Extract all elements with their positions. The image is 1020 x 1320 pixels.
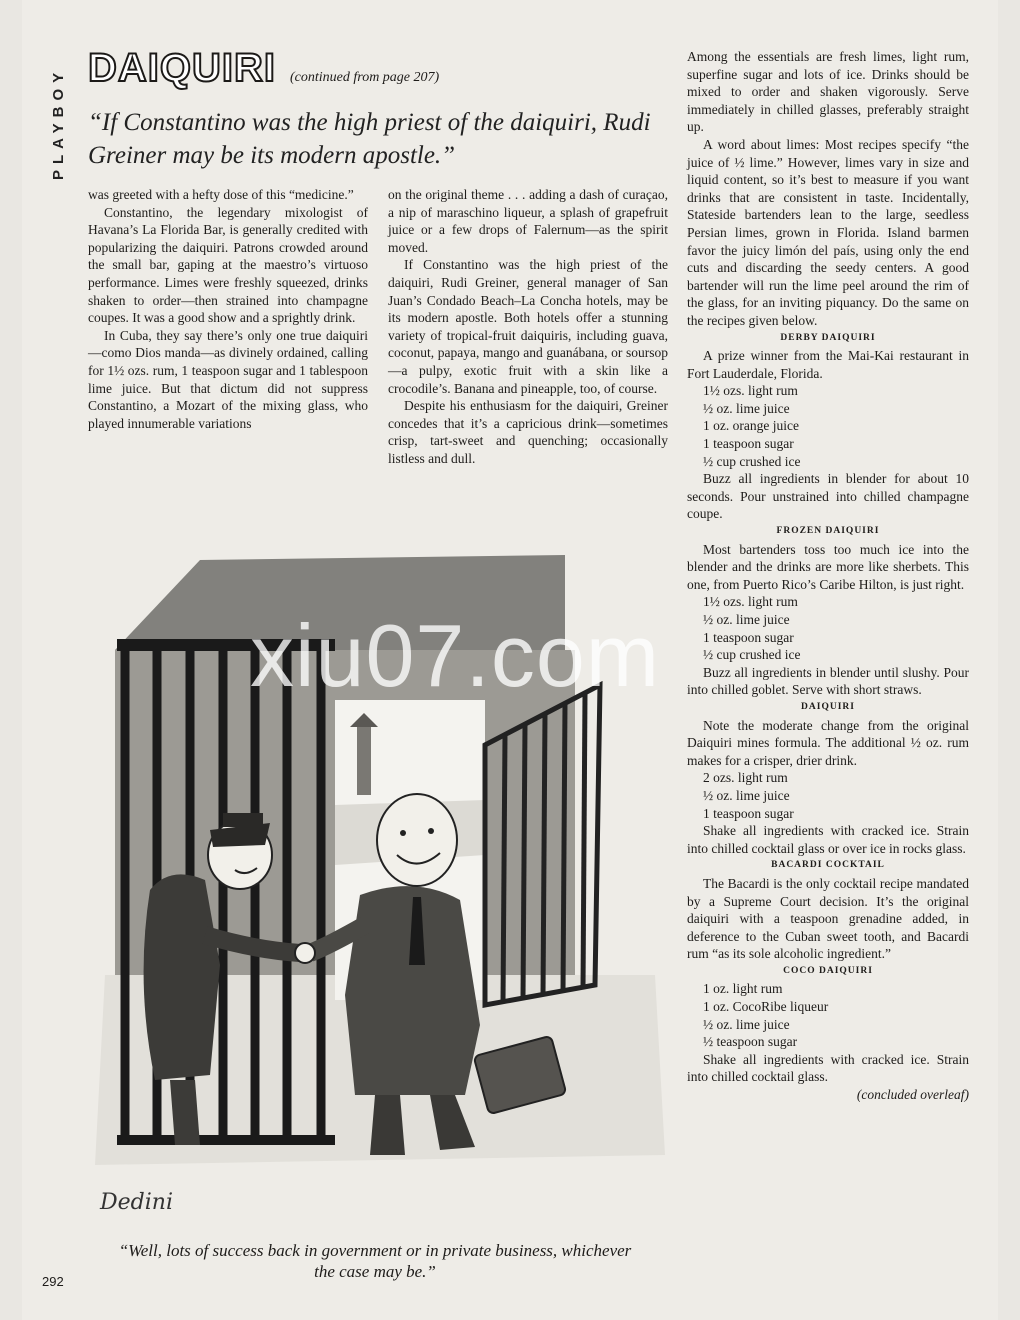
recipe-intro: The Bacardi is the only cocktail recipe mandated by a Supreme Court decision. It’s the original daiquiri with a teaspoon grenadine added, in deference to the Cuban sweet tooth, and Bacardi rum “as its sole alcoholic ingredient.” <box>687 875 969 962</box>
ingredient-item: ½ oz. lime juice <box>703 1016 790 1032</box>
ingredient-item: ½ oz. lime juice <box>703 787 790 803</box>
ingredient-item: 1½ ozs. light rum <box>703 383 798 399</box>
pull-quote: “If Constantino was the high priest of the daiquiri, Rudi Greiner may be its modern apostle.” <box>88 109 651 169</box>
continued-note: (continued from page 207) <box>290 70 440 85</box>
paragraph: Among the essentials are fresh limes, light rum, superfine sugar and lots of ice. Drinks should be mixed to order and shaken vigorously. Serve immediately in chilled glasses, preferably straight up. <box>687 49 969 135</box>
recipe-list <box>687 330 969 1087</box>
page-number: 292 <box>42 1274 64 1289</box>
magazine-spine-label: PLAYBOY <box>50 66 67 180</box>
recipe-heading: DERBY DAIQUIRI <box>780 332 876 343</box>
text-column-2 <box>388 186 668 468</box>
ingredient-list <box>687 382 969 470</box>
ingredient-item: 1½ ozs. light rum <box>703 594 798 610</box>
recipe-method: Shake all ingredients with cracked ice. Strain into chilled cocktail glass. <box>687 1051 969 1085</box>
ingredient-item: ½ cup crushed ice <box>703 647 801 663</box>
ingredient-item: 1 teaspoon sugar <box>703 629 794 645</box>
recipe-method: Buzz all ingredients in blender until slushy. Pour into chilled goblet. Serve with short straws. <box>687 664 969 698</box>
ingredient-list <box>687 769 969 822</box>
recipe-method: Buzz all ingredients in blender for about 10 seconds. Pour unstrained into chilled champagne coupe. <box>687 471 969 522</box>
text-column-3 <box>687 48 969 1104</box>
handshake-shape <box>295 943 315 963</box>
recipe-intro: Note the moderate change from the original Daiquiri mines formula. The additional ½ oz. rum makes for a crisper, drier drink. <box>687 717 969 768</box>
ingredient-list <box>687 593 969 663</box>
ingredient-item: ½ teaspoon sugar <box>703 1034 798 1050</box>
text-column-1 <box>88 186 368 432</box>
recipe-heading: DAIQUIRI <box>801 701 855 712</box>
ingredient-item: 2 ozs. light rum <box>703 770 788 786</box>
concluded-note: (concluded overleaf) <box>856 1087 969 1103</box>
recipe-method: Shake all ingredients with cracked ice. Strain into chilled cocktail glass or over ice in rocks glass. <box>687 823 969 856</box>
ingredient-item: ½ cup crushed ice <box>703 453 801 469</box>
cartoon-illustration <box>95 555 665 1195</box>
recipe-heading: BACARDI COCKTAIL <box>771 860 885 871</box>
ingredient-item: 1 oz. light rum <box>703 981 783 997</box>
paragraph: A word about limes: Most recipes specify “the juice of ½ lime.” However, limes vary in size and liquid content, so it’s best to measure if you want drinks that are consistent in taste. Incidentally, Stateside bartenders lean to the large, seedless Persian limes, grown in Florida. Island barmen favor the juicy limón del país, using only the end cuts and discarding the seedy centers. A good bartender will run the lime peel around the rim of the glass, for an inviting piquancy. Do the same on the recipes given below. <box>687 136 969 328</box>
recipe-heading: FROZEN DAIQUIRI <box>776 526 880 537</box>
paragraph: Constantino, the legendary mixologist of Havana’s La Florida Bar, is generally credited with popularizing the daiquiri. Patrons crowded around the small bar, gaping at the maestro’s virtuoso performance. Limes were freshly squeezed, drinks shaken to order—then strained into champagne coupes. It was a good show and a sprightly drink. <box>88 204 368 326</box>
paragraph: In Cuba, they say there’s only one true daiquiri—como Dios manda—as divinely ordained, calling for 1½ ozs. rum, 1 teaspoon sugar and 1 tablespoon lime juice. But that dictum did not suppress Constantino, a Mozart of the mixing glass, who played innumerable variations <box>88 327 368 431</box>
paragraph: on the original theme . . . adding a dash of curaçao, a nip of maraschino liqueur, a splash of grapefruit juice or a few drops of Falernum—as the spirit moved. <box>388 187 668 255</box>
paragraph: was greeted with a hefty dose of this “medicine.” <box>88 187 354 202</box>
ingredient-item: ½ oz. lime juice <box>703 612 790 627</box>
article-title: DAIQUIRI <box>88 46 276 90</box>
cartoon-caption: “Well, lots of success back in government or in private business, whichever the case may be.” <box>118 1241 632 1281</box>
artist-signature: Dedini <box>100 1190 173 1215</box>
ingredient-item: 1 teaspoon sugar <box>703 436 794 452</box>
ingredient-item: ½ oz. lime juice <box>703 400 790 416</box>
ingredient-item: 1 oz. orange juice <box>703 418 799 434</box>
recipe-heading: COCO DAIQUIRI <box>783 965 873 976</box>
ingredient-item: 1 oz. CocoRibe liqueur <box>703 999 829 1015</box>
ingredient-list <box>687 980 969 1050</box>
watermark-text: xiu07.com <box>250 606 661 705</box>
guard-tower-shape <box>357 725 371 795</box>
paragraph: Despite his enthusiasm for the daiquiri, Greiner concedes that it’s a capricious drink—sometimes crisp, tart-sweet and quenching; occasionally listless and dull. <box>388 398 668 466</box>
recipe-intro: Most bartenders toss too much ice into the blender and the drinks are more like sherbets. This one, from Puerto Rico’s Caribe Hilton, is just right. <box>687 541 969 592</box>
ingredient-item: 1 teaspoon sugar <box>703 805 794 821</box>
paragraph: If Constantino was the high priest of the daiquiri, Rudi Greiner, general manager of San Juan’s Condado Beach–La Concha hotels, may be its modern apostle. Both hotels offer a stunning variety of tropical-fruit daiquiris, including guava, coconut, papaya, mango and guanábana, or soursop—a pulpy, exotic fruit with a skin like a crocodile’s. Banana and pineapple, too, of course. <box>388 257 668 396</box>
recipe-intro: A prize winner from the Mai-Kai restaurant in Fort Lauderdale, Florida. <box>687 348 969 381</box>
